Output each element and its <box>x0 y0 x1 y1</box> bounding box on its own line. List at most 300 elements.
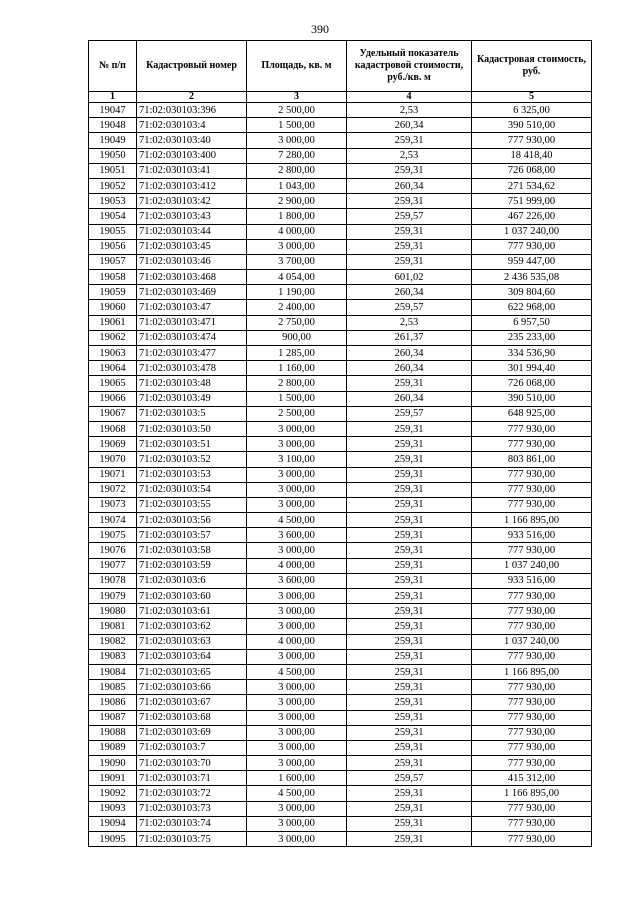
row-index-cell: 19069 <box>89 437 137 452</box>
table-row <box>89 178 592 193</box>
cadastral-value-cell: 803 861,00 <box>472 452 592 467</box>
unit-rate-cell: 260,34 <box>347 118 472 133</box>
cadastral-number-cell: 71:02:030103:49 <box>137 391 247 406</box>
row-index-cell: 19095 <box>89 832 137 847</box>
unit-rate-cell: 259,31 <box>347 816 472 831</box>
row-index-cell: 19060 <box>89 300 137 315</box>
table-row <box>89 589 592 604</box>
area-cell: 3 000,00 <box>247 756 347 771</box>
area-cell: 2 500,00 <box>247 103 347 118</box>
row-index-cell: 19054 <box>89 209 137 224</box>
cadastral-number-cell: 71:02:030103:53 <box>137 467 247 482</box>
cadastral-number-cell: 71:02:030103:44 <box>137 224 247 239</box>
unit-rate-cell: 259,31 <box>347 604 472 619</box>
row-index-cell: 19084 <box>89 664 137 679</box>
cadastral-value-cell: 933 516,00 <box>472 528 592 543</box>
table-row <box>89 497 592 512</box>
cadastral-number-cell: 71:02:030103:396 <box>137 103 247 118</box>
row-index-cell: 19061 <box>89 315 137 330</box>
cadastral-value-cell: 777 930,00 <box>472 801 592 816</box>
unit-rate-cell: 259,31 <box>347 467 472 482</box>
unit-rate-cell: 259,31 <box>347 194 472 209</box>
cadastral-number-cell: 71:02:030103:54 <box>137 482 247 497</box>
cadastral-value-cell: 309 804,60 <box>472 285 592 300</box>
cadastral-value-cell: 390 510,00 <box>472 118 592 133</box>
row-index-cell: 19074 <box>89 513 137 528</box>
cadastral-value-cell: 777 930,00 <box>472 604 592 619</box>
area-cell: 2 500,00 <box>247 406 347 421</box>
cadastral-number-cell: 71:02:030103:74 <box>137 816 247 831</box>
unit-rate-cell: 2,53 <box>347 315 472 330</box>
area-cell: 3 600,00 <box>247 528 347 543</box>
cadastral-value-cell: 777 930,00 <box>472 133 592 148</box>
area-cell: 4 000,00 <box>247 634 347 649</box>
area-cell: 4 000,00 <box>247 558 347 573</box>
unit-rate-cell: 259,57 <box>347 771 472 786</box>
area-cell: 3 000,00 <box>247 740 347 755</box>
table-row <box>89 513 592 528</box>
area-cell: 3 000,00 <box>247 816 347 831</box>
cadastral-number-cell: 71:02:030103:63 <box>137 634 247 649</box>
unit-rate-cell: 259,31 <box>347 239 472 254</box>
cadastral-number-cell: 71:02:030103:5 <box>137 406 247 421</box>
cadastral-value-cell: 777 930,00 <box>472 649 592 664</box>
cadastral-value-cell: 777 930,00 <box>472 467 592 482</box>
table-row <box>89 148 592 163</box>
cadastral-number-cell: 71:02:030103:65 <box>137 664 247 679</box>
table-row <box>89 558 592 573</box>
cadastral-number-cell: 71:02:030103:70 <box>137 756 247 771</box>
unit-rate-cell: 259,57 <box>347 300 472 315</box>
area-cell: 3 000,00 <box>247 543 347 558</box>
table-row <box>89 254 592 269</box>
table-row <box>89 270 592 285</box>
table-row <box>89 194 592 209</box>
unit-rate-cell: 259,31 <box>347 558 472 573</box>
cadastral-number-cell: 71:02:030103:51 <box>137 437 247 452</box>
cadastral-value-cell: 777 930,00 <box>472 543 592 558</box>
cadastral-value-cell: 235 233,00 <box>472 330 592 345</box>
unit-rate-cell: 259,31 <box>347 573 472 588</box>
cadastral-value-cell: 467 226,00 <box>472 209 592 224</box>
row-index-cell: 19065 <box>89 376 137 391</box>
cadastral-value-cell: 2 436 535,08 <box>472 270 592 285</box>
area-cell: 3 000,00 <box>247 133 347 148</box>
unit-rate-cell: 259,31 <box>347 421 472 436</box>
area-cell: 3 000,00 <box>247 589 347 604</box>
table-row <box>89 801 592 816</box>
table-row <box>89 649 592 664</box>
table-row <box>89 421 592 436</box>
cadastral-number-cell: 71:02:030103:6 <box>137 573 247 588</box>
unit-rate-cell: 259,31 <box>347 634 472 649</box>
table-row <box>89 452 592 467</box>
cadastral-value-cell: 777 930,00 <box>472 421 592 436</box>
row-index-cell: 19062 <box>89 330 137 345</box>
unit-rate-cell: 261,37 <box>347 330 472 345</box>
unit-rate-cell: 260,34 <box>347 361 472 376</box>
row-index-cell: 19082 <box>89 634 137 649</box>
cadastral-number-cell: 71:02:030103:469 <box>137 285 247 300</box>
table-row <box>89 725 592 740</box>
cadastral-value-cell: 777 930,00 <box>472 482 592 497</box>
table-row <box>89 573 592 588</box>
row-index-cell: 19066 <box>89 391 137 406</box>
unit-rate-cell: 259,31 <box>347 786 472 801</box>
cadastral-value-cell: 933 516,00 <box>472 573 592 588</box>
row-index-cell: 19077 <box>89 558 137 573</box>
cadastral-number-cell: 71:02:030103:58 <box>137 543 247 558</box>
cadastral-number-cell: 71:02:030103:48 <box>137 376 247 391</box>
area-cell: 1 285,00 <box>247 346 347 361</box>
column-number: 4 <box>347 92 472 103</box>
row-index-cell: 19064 <box>89 361 137 376</box>
column-number: 1 <box>89 92 137 103</box>
table-row <box>89 664 592 679</box>
unit-rate-cell: 259,31 <box>347 497 472 512</box>
row-index-cell: 19053 <box>89 194 137 209</box>
table-row <box>89 285 592 300</box>
table-row <box>89 391 592 406</box>
cadastral-value-cell: 777 930,00 <box>472 816 592 831</box>
cadastral-number-cell: 71:02:030103:50 <box>137 421 247 436</box>
area-cell: 3 000,00 <box>247 482 347 497</box>
cadastral-value-cell: 777 930,00 <box>472 740 592 755</box>
area-cell: 3 000,00 <box>247 437 347 452</box>
area-cell: 3 000,00 <box>247 710 347 725</box>
table-row <box>89 619 592 634</box>
area-cell: 1 500,00 <box>247 391 347 406</box>
cadastral-value-cell: 777 930,00 <box>472 589 592 604</box>
cadastral-value-cell: 271 534,62 <box>472 178 592 193</box>
cadastral-number-cell: 71:02:030103:56 <box>137 513 247 528</box>
row-index-cell: 19067 <box>89 406 137 421</box>
cadastral-number-cell: 71:02:030103:68 <box>137 710 247 725</box>
table-row <box>89 710 592 725</box>
cadastral-number-cell: 71:02:030103:60 <box>137 589 247 604</box>
row-index-cell: 19049 <box>89 133 137 148</box>
cadastral-number-cell: 71:02:030103:71 <box>137 771 247 786</box>
table-row <box>89 695 592 710</box>
row-index-cell: 19089 <box>89 740 137 755</box>
row-index-cell: 19068 <box>89 421 137 436</box>
table-row <box>89 482 592 497</box>
area-cell: 2 800,00 <box>247 163 347 178</box>
cadastral-value-cell: 777 930,00 <box>472 710 592 725</box>
row-index-cell: 19076 <box>89 543 137 558</box>
cadastral-number-cell: 71:02:030103:46 <box>137 254 247 269</box>
unit-rate-cell: 259,31 <box>347 664 472 679</box>
area-cell: 2 750,00 <box>247 315 347 330</box>
cadastral-number-cell: 71:02:030103:47 <box>137 300 247 315</box>
cadastral-value-cell: 726 068,00 <box>472 376 592 391</box>
table-row <box>89 816 592 831</box>
cadastral-value-cell: 1 037 240,00 <box>472 558 592 573</box>
unit-rate-cell: 2,53 <box>347 103 472 118</box>
row-index-cell: 19072 <box>89 482 137 497</box>
header-cadastral-number: Кадастровый номер <box>137 41 247 92</box>
row-index-cell: 19050 <box>89 148 137 163</box>
area-cell: 2 400,00 <box>247 300 347 315</box>
unit-rate-cell: 259,31 <box>347 133 472 148</box>
row-index-cell: 19094 <box>89 816 137 831</box>
row-index-cell: 19048 <box>89 118 137 133</box>
area-cell: 2 900,00 <box>247 194 347 209</box>
area-cell: 3 000,00 <box>247 680 347 695</box>
header-row <box>89 41 592 92</box>
unit-rate-cell: 260,34 <box>347 178 472 193</box>
cadastral-table <box>88 40 592 847</box>
row-index-cell: 19079 <box>89 589 137 604</box>
unit-rate-cell: 259,31 <box>347 801 472 816</box>
area-cell: 4 500,00 <box>247 786 347 801</box>
row-index-cell: 19063 <box>89 346 137 361</box>
unit-rate-cell: 259,57 <box>347 209 472 224</box>
table-row <box>89 330 592 345</box>
header-area: Площадь, кв. м <box>247 41 347 92</box>
cadastral-value-cell: 777 930,00 <box>472 695 592 710</box>
row-index-cell: 19091 <box>89 771 137 786</box>
area-cell: 3 000,00 <box>247 695 347 710</box>
table-row <box>89 634 592 649</box>
header-cadastral-value: Кадастровая стоимость, руб. <box>472 41 592 92</box>
area-cell: 3 700,00 <box>247 254 347 269</box>
area-cell: 2 800,00 <box>247 376 347 391</box>
area-cell: 1 500,00 <box>247 118 347 133</box>
cadastral-number-cell: 71:02:030103:52 <box>137 452 247 467</box>
cadastral-number-cell: 71:02:030103:72 <box>137 786 247 801</box>
unit-rate-cell: 259,31 <box>347 832 472 847</box>
row-index-cell: 19073 <box>89 497 137 512</box>
cadastral-number-cell: 71:02:030103:471 <box>137 315 247 330</box>
header-index: № п/п <box>89 41 137 92</box>
unit-rate-cell: 259,31 <box>347 482 472 497</box>
area-cell: 1 160,00 <box>247 361 347 376</box>
unit-rate-cell: 259,57 <box>347 406 472 421</box>
cadastral-number-cell: 71:02:030103:43 <box>137 209 247 224</box>
area-cell: 4 500,00 <box>247 664 347 679</box>
cadastral-value-cell: 777 930,00 <box>472 680 592 695</box>
table-row <box>89 103 592 118</box>
table-row <box>89 315 592 330</box>
cadastral-number-cell: 71:02:030103:55 <box>137 497 247 512</box>
cadastral-number-cell: 71:02:030103:59 <box>137 558 247 573</box>
cadastral-value-cell: 777 930,00 <box>472 497 592 512</box>
cadastral-number-cell: 71:02:030103:73 <box>137 801 247 816</box>
area-cell: 3 600,00 <box>247 573 347 588</box>
row-index-cell: 19081 <box>89 619 137 634</box>
cadastral-value-cell: 777 930,00 <box>472 725 592 740</box>
cadastral-number-cell: 71:02:030103:62 <box>137 619 247 634</box>
unit-rate-cell: 259,31 <box>347 224 472 239</box>
unit-rate-cell: 601,02 <box>347 270 472 285</box>
table-row <box>89 163 592 178</box>
unit-rate-cell: 259,31 <box>347 513 472 528</box>
cadastral-value-cell: 18 418,40 <box>472 148 592 163</box>
table-row <box>89 604 592 619</box>
row-index-cell: 19055 <box>89 224 137 239</box>
table-row <box>89 467 592 482</box>
table-row <box>89 300 592 315</box>
cadastral-value-cell: 1 166 895,00 <box>472 664 592 679</box>
unit-rate-cell: 259,31 <box>347 649 472 664</box>
unit-rate-cell: 259,31 <box>347 543 472 558</box>
row-index-cell: 19085 <box>89 680 137 695</box>
table-row <box>89 756 592 771</box>
row-index-cell: 19080 <box>89 604 137 619</box>
cadastral-value-cell: 390 510,00 <box>472 391 592 406</box>
area-cell: 4 054,00 <box>247 270 347 285</box>
unit-rate-cell: 260,34 <box>347 285 472 300</box>
page-number: 390 <box>311 22 329 36</box>
cadastral-number-cell: 71:02:030103:75 <box>137 832 247 847</box>
unit-rate-cell: 259,31 <box>347 452 472 467</box>
table-row <box>89 133 592 148</box>
cadastral-value-cell: 777 930,00 <box>472 239 592 254</box>
cadastral-number-cell: 71:02:030103:478 <box>137 361 247 376</box>
table-body <box>89 103 592 847</box>
row-index-cell: 19071 <box>89 467 137 482</box>
cadastral-number-cell: 71:02:030103:468 <box>137 270 247 285</box>
unit-rate-cell: 259,31 <box>347 254 472 269</box>
unit-rate-cell: 259,31 <box>347 725 472 740</box>
row-index-cell: 19058 <box>89 270 137 285</box>
cadastral-number-cell: 71:02:030103:41 <box>137 163 247 178</box>
cadastral-value-cell: 301 994,40 <box>472 361 592 376</box>
table-row <box>89 224 592 239</box>
table-row <box>89 771 592 786</box>
table-row <box>89 740 592 755</box>
cadastral-value-cell: 415 312,00 <box>472 771 592 786</box>
area-cell: 1 800,00 <box>247 209 347 224</box>
unit-rate-cell: 259,31 <box>347 680 472 695</box>
cadastral-value-cell: 1 166 895,00 <box>472 513 592 528</box>
unit-rate-cell: 259,31 <box>347 376 472 391</box>
cadastral-number-cell: 71:02:030103:45 <box>137 239 247 254</box>
unit-rate-cell: 2,53 <box>347 148 472 163</box>
row-index-cell: 19047 <box>89 103 137 118</box>
area-cell: 3 000,00 <box>247 497 347 512</box>
table-row <box>89 346 592 361</box>
table-row <box>89 680 592 695</box>
cadastral-value-cell: 1 166 895,00 <box>472 786 592 801</box>
cadastral-number-cell: 71:02:030103:64 <box>137 649 247 664</box>
cadastral-number-cell: 71:02:030103:4 <box>137 118 247 133</box>
cadastral-number-cell: 71:02:030103:40 <box>137 133 247 148</box>
row-index-cell: 19093 <box>89 801 137 816</box>
cadastral-number-cell: 71:02:030103:477 <box>137 346 247 361</box>
table-row <box>89 376 592 391</box>
column-number: 3 <box>247 92 347 103</box>
cadastral-number-cell: 71:02:030103:57 <box>137 528 247 543</box>
cadastral-number-cell: 71:02:030103:400 <box>137 148 247 163</box>
row-index-cell: 19057 <box>89 254 137 269</box>
row-index-cell: 19052 <box>89 178 137 193</box>
area-cell: 7 280,00 <box>247 148 347 163</box>
unit-rate-cell: 259,31 <box>347 740 472 755</box>
area-cell: 3 000,00 <box>247 801 347 816</box>
area-cell: 4 500,00 <box>247 513 347 528</box>
table-row <box>89 118 592 133</box>
unit-rate-cell: 260,34 <box>347 346 472 361</box>
area-cell: 3 000,00 <box>247 604 347 619</box>
table-row <box>89 209 592 224</box>
cadastral-value-cell: 777 930,00 <box>472 619 592 634</box>
cadastral-number-cell: 71:02:030103:61 <box>137 604 247 619</box>
unit-rate-cell: 259,31 <box>347 619 472 634</box>
row-index-cell: 19051 <box>89 163 137 178</box>
table-row <box>89 832 592 847</box>
row-index-cell: 19056 <box>89 239 137 254</box>
header-unit-rate: Удельный показатель кадастровой стоимости, руб./кв. м <box>347 41 472 92</box>
area-cell: 3 000,00 <box>247 619 347 634</box>
cadastral-value-cell: 6 325,00 <box>472 103 592 118</box>
area-cell: 3 000,00 <box>247 239 347 254</box>
unit-rate-cell: 259,31 <box>347 756 472 771</box>
table-row <box>89 437 592 452</box>
table-row <box>89 406 592 421</box>
cadastral-value-cell: 726 068,00 <box>472 163 592 178</box>
row-index-cell: 19075 <box>89 528 137 543</box>
cadastral-number-cell: 71:02:030103:42 <box>137 194 247 209</box>
row-index-cell: 19087 <box>89 710 137 725</box>
area-cell: 3 000,00 <box>247 421 347 436</box>
cadastral-value-cell: 777 930,00 <box>472 832 592 847</box>
area-cell: 3 000,00 <box>247 467 347 482</box>
table-row <box>89 528 592 543</box>
cadastral-value-cell: 777 930,00 <box>472 756 592 771</box>
cadastral-value-cell: 959 447,00 <box>472 254 592 269</box>
area-cell: 3 000,00 <box>247 832 347 847</box>
column-number: 2 <box>137 92 247 103</box>
column-number: 5 <box>472 92 592 103</box>
row-index-cell: 19078 <box>89 573 137 588</box>
row-index-cell: 19083 <box>89 649 137 664</box>
area-cell: 1 043,00 <box>247 178 347 193</box>
unit-rate-cell: 259,31 <box>347 163 472 178</box>
table-row <box>89 361 592 376</box>
unit-rate-cell: 259,31 <box>347 710 472 725</box>
row-index-cell: 19086 <box>89 695 137 710</box>
area-cell: 3 000,00 <box>247 649 347 664</box>
unit-rate-cell: 259,31 <box>347 528 472 543</box>
row-index-cell: 19088 <box>89 725 137 740</box>
cadastral-value-cell: 334 536,90 <box>472 346 592 361</box>
cadastral-value-cell: 1 037 240,00 <box>472 634 592 649</box>
cadastral-value-cell: 648 925,00 <box>472 406 592 421</box>
row-index-cell: 19059 <box>89 285 137 300</box>
area-cell: 1 600,00 <box>247 771 347 786</box>
area-cell: 3 100,00 <box>247 452 347 467</box>
area-cell: 1 190,00 <box>247 285 347 300</box>
cadastral-value-cell: 777 930,00 <box>472 437 592 452</box>
unit-rate-cell: 259,31 <box>347 437 472 452</box>
row-index-cell: 19090 <box>89 756 137 771</box>
row-index-cell: 19092 <box>89 786 137 801</box>
column-number-row <box>89 92 592 103</box>
area-cell: 900,00 <box>247 330 347 345</box>
cadastral-number-cell: 71:02:030103:412 <box>137 178 247 193</box>
area-cell: 3 000,00 <box>247 725 347 740</box>
cadastral-number-cell: 71:02:030103:7 <box>137 740 247 755</box>
cadastral-value-cell: 751 999,00 <box>472 194 592 209</box>
cadastral-number-cell: 71:02:030103:69 <box>137 725 247 740</box>
unit-rate-cell: 259,31 <box>347 589 472 604</box>
table-row <box>89 239 592 254</box>
table-row <box>89 543 592 558</box>
row-index-cell: 19070 <box>89 452 137 467</box>
cadastral-value-cell: 1 037 240,00 <box>472 224 592 239</box>
